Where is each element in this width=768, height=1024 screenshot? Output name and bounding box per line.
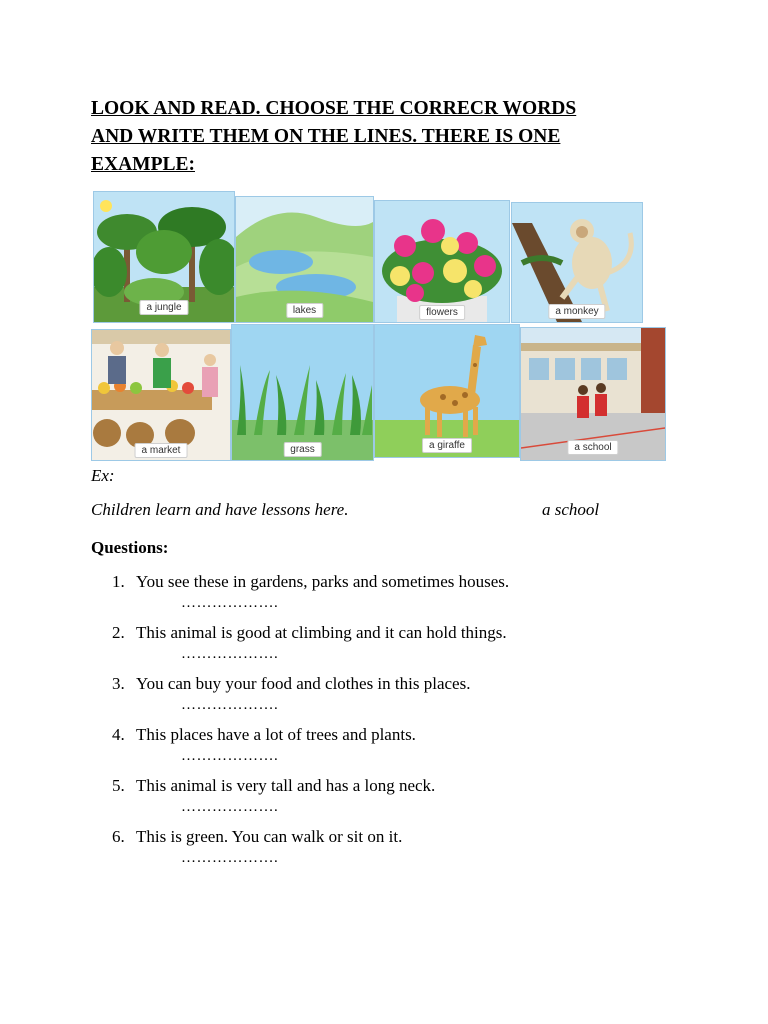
answer-blank[interactable]: ………………. xyxy=(181,646,279,662)
question-number: 3. xyxy=(112,674,125,693)
picture-label: lakes xyxy=(286,303,323,318)
example-sentence: Children learn and have lessons here. xyxy=(91,500,349,519)
picture-flowers xyxy=(374,200,510,323)
picture-market xyxy=(91,329,231,461)
question-number: 6. xyxy=(112,827,125,846)
picture-monkey xyxy=(511,202,643,323)
picture-label: a monkey xyxy=(548,304,605,319)
answer-blank[interactable]: ………………. xyxy=(181,850,279,866)
picture-school xyxy=(520,327,666,461)
answer-blank[interactable]: ………………. xyxy=(181,697,279,713)
question-text: This animal is very tall and has a long neck. xyxy=(136,776,436,795)
question-text: This animal is good at climbing and it can hold things. xyxy=(136,623,507,642)
picture-jungle xyxy=(93,191,235,323)
picture-grass xyxy=(231,324,374,461)
picture-label: a jungle xyxy=(139,300,188,315)
question-text: This places have a lot of trees and plants. xyxy=(136,725,416,744)
question-text: You see these in gardens, parks and sometimes houses. xyxy=(136,572,510,591)
question-text: This is green. You can walk or sit on it. xyxy=(136,827,403,846)
answer-blank[interactable]: ………………. xyxy=(181,748,279,764)
question-number: 1. xyxy=(112,572,125,591)
picture-label: flowers xyxy=(419,305,465,320)
heading-line-2: AND WRITE THEM ON THE LINES. THERE IS ONE xyxy=(91,126,561,147)
picture-label: a school xyxy=(567,440,618,455)
heading-line-3: EXAMPLE: xyxy=(91,154,195,175)
question-text: You can buy your food and clothes in this places. xyxy=(136,674,471,693)
picture-label: a market xyxy=(135,443,188,458)
question-number: 4. xyxy=(112,725,125,744)
question-number: 2. xyxy=(112,623,125,642)
answer-blank[interactable]: ………………. xyxy=(181,799,279,815)
picture-label: grass xyxy=(283,442,321,457)
example-label: Ex: xyxy=(91,466,115,485)
picture-giraffe xyxy=(374,324,520,458)
picture-label: a giraffe xyxy=(422,438,472,453)
worksheet-heading xyxy=(91,95,691,179)
questions-label: Questions: xyxy=(91,538,169,557)
picture-lakes xyxy=(235,196,374,323)
example-answer: a school xyxy=(542,500,600,519)
answer-blank[interactable]: ………………. xyxy=(181,595,279,611)
question-number: 5. xyxy=(112,776,125,795)
heading-line-1: LOOK AND READ. CHOOSE THE CORRECR WORDS xyxy=(91,98,577,119)
